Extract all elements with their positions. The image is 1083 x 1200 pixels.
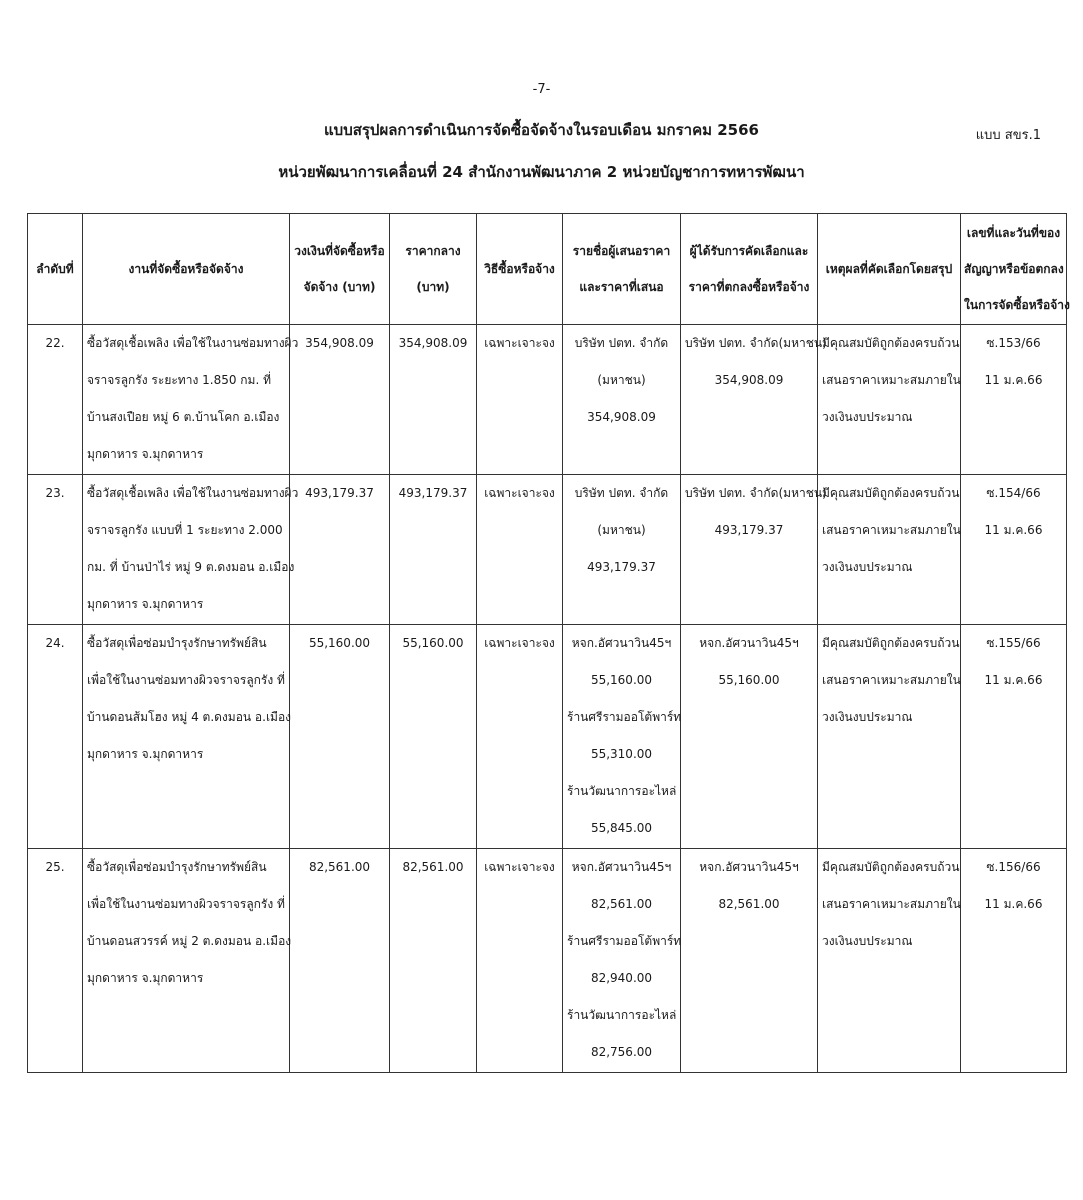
bidders-list [563,325,681,475]
header-line: ผู้ได้รับการคัดเลือกและ [689,244,809,258]
header-col6 [563,214,681,325]
work-description-line: ซื้อวัสดุเชื้อเพลิง เพื่อใช้ในงานซ่อมทางผิว [87,486,299,500]
selection-reason-line: วงเงินงบประมาณ [822,560,913,574]
selection-reason-line: เสนอราคาเหมาะสมภายใน [822,897,961,911]
bidders-list-line: 55,160.00 [590,673,653,687]
header-line: ราคากลาง [405,244,461,258]
selection-reason-line: เสนอราคาเหมาะสมภายใน [822,373,961,387]
procurement-method: เฉพาะเจาะจง [477,625,563,849]
bidders-list-line: 55,845.00 [590,821,653,835]
header-line: เหตุผลที่คัดเลือกโดยสรุป [825,262,953,276]
selected-vendor-line: 354,908.09 [714,373,784,387]
contract-info [961,849,1067,1073]
budget-amount: 82,561.00 [290,849,390,1073]
header-col1 [28,214,83,325]
document-subtitle: หน่วยพัฒนาการเคลื่อนที่ 24 สำนักงานพัฒนาภาค 2 หน่วยบัญชาการทหารพัฒนา [278,163,805,181]
selected-vendor [681,325,827,475]
selection-reason-line: มีคุณสมบัติถูกต้องครบถ้วน [822,486,960,500]
selected-vendor-line: 82,561.00 [718,897,780,911]
bidders-list-line: 82,561.00 [590,897,653,911]
header-line: งานที่จัดซื้อหรือจัดจ้าง [128,262,244,276]
bidders-list-line: (มหาชน) [597,523,646,537]
work-description-line: จราจรลูกรัง ระยะทาง 1.850 กม. ที่ [87,373,272,387]
row-number: 22. [28,325,83,475]
median-price: 493,179.37 [390,475,477,625]
header-line: สัญญาหรือข้อตกลง [964,262,1064,276]
median-price: 354,908.09 [390,325,477,475]
header-col5 [477,214,563,325]
table-row [28,849,1067,1073]
table-row [28,625,1067,849]
contract-info-line: ซ.156/66 [986,860,1041,874]
procurement-method: เฉพาะเจาะจง [477,849,563,1073]
work-description-line: มุกดาหาร จ.มุกดาหาร [87,597,204,611]
contract-info-line: 11 ม.ค.66 [984,673,1043,687]
form-code: แบบ สขร.1 [975,128,1041,143]
bidders-list [563,849,681,1073]
selection-reason-line: มีคุณสมบัติถูกต้องครบถ้วน [822,336,960,350]
table-row [28,475,1067,625]
selection-reason [818,475,961,625]
selected-vendor-line: หจก.อัศวนาวิน45ฯ [699,636,799,650]
header-line: ลำดับที่ [36,262,74,276]
contract-info [961,475,1067,625]
contract-info-line: ซ.155/66 [986,636,1041,650]
work-description-line: ซื้อวัสดุเพื่อซ่อมบำรุงรักษาทรัพย์สิน [87,860,267,874]
header-col3 [290,214,390,325]
document-title: แบบสรุปผลการดำเนินการจัดซื้อจัดจ้างในรอบเดือน มกราคม 2566 [324,121,759,139]
bidders-list-line: ร้านศรีรามออโต้พาร์ท [567,934,682,948]
contract-info-line: 11 ม.ค.66 [984,373,1043,387]
work-description-line: บ้านดอนสวรรค์ หมู่ 2 ต.ดงมอน อ.เมือง [87,934,292,948]
budget-amount: 493,179.37 [290,475,390,625]
median-price: 55,160.00 [390,625,477,849]
bidders-list-line: ร้านศรีรามออโต้พาร์ท [567,710,682,724]
header-line: จัดจ้าง (บาท) [303,280,376,294]
contract-info-line: 11 ม.ค.66 [984,897,1043,911]
procurement-table [27,213,1070,1073]
budget-amount: 55,160.00 [290,625,390,849]
header-line: และราคาที่เสนอ [579,280,664,294]
bidders-list-line: ร้านวัฒนาการอะไหล่ [567,784,677,798]
selected-vendor [681,475,827,625]
bidders-list-line: 82,756.00 [590,1045,653,1059]
selection-reason-line: เสนอราคาเหมาะสมภายใน [822,673,961,687]
contract-info [961,325,1067,475]
header-col2 [83,214,290,325]
header-col4 [390,214,477,325]
selected-vendor [681,849,818,1073]
bidders-list-line: (มหาชน) [597,373,646,387]
header-line: วงเงินที่จัดซื้อหรือ [294,244,385,258]
work-description [83,325,299,475]
bidders-list-line: หจก.อัศวนาวิน45ฯ [571,636,672,650]
work-description-line: จราจรลูกรัง แบบที่ 1 ระยะทาง 2.000 [87,523,283,537]
contract-info-line: ซ.153/66 [986,336,1041,350]
work-description-line: มุกดาหาร จ.มุกดาหาร [87,447,204,461]
procurement-method: เฉพาะเจาะจง [477,325,563,475]
contract-info-line: 11 ม.ค.66 [984,523,1043,537]
table-row [28,325,1067,475]
header-line: เลขที่และวันที่ของ [966,226,1061,240]
work-description-line: ซื้อวัสดุเพื่อซ่อมบำรุงรักษาทรัพย์สิน [87,636,267,650]
header-col9 [961,214,1070,325]
selection-reason [818,325,961,475]
work-description-line: บ้านสงเปือย หมู่ 6 ต.บ้านโคก อ.เมือง [87,410,280,424]
selection-reason [818,849,961,1073]
bidders-list-line: บริษัท ปตท. จำกัด [574,336,669,350]
bidders-list-line: 82,940.00 [590,971,653,985]
row-number: 23. [28,475,83,625]
selected-vendor-line: 55,160.00 [718,673,780,687]
median-price: 82,561.00 [390,849,477,1073]
selection-reason-line: วงเงินงบประมาณ [822,934,913,948]
work-description-line: กม. ที่ บ้านป่าไร่ หมู่ 9 ต.ดงมอน อ.เมือง [87,560,295,574]
bidders-list [563,475,681,625]
work-description [83,625,290,849]
bidders-list-line: ร้านวัฒนาการอะไหล่ [567,1008,677,1022]
work-description [83,475,299,625]
budget-amount: 354,908.09 [290,325,390,475]
work-description-line: มุกดาหาร จ.มุกดาหาร [87,971,204,985]
bidders-list [563,625,681,849]
bidders-list-line: 354,908.09 [587,410,656,424]
selected-vendor [681,625,818,849]
work-description-line: บ้านดอนส้มโฮง หมู่ 4 ต.ดงมอน อ.เมือง [87,710,292,724]
row-number: 24. [28,625,83,849]
selected-vendor-line: บริษัท ปตท. จำกัด(มหาชน) [685,336,827,350]
selection-reason-line: มีคุณสมบัติถูกต้องครบถ้วน [822,860,960,874]
procurement-method: เฉพาะเจาะจง [477,475,563,625]
work-description-line: มุกดาหาร จ.มุกดาหาร [87,747,204,761]
work-description-line: เพื่อใช้ในงานซ่อมทางผิวจราจรลูกรัง ที่ [87,897,285,911]
header-line: รายชื่อผู้เสนอราคา [572,244,671,258]
bidders-list-line: หจก.อัศวนาวิน45ฯ [571,860,672,874]
selected-vendor-line: หจก.อัศวนาวิน45ฯ [699,860,799,874]
bidders-list-line: 493,179.37 [587,560,656,574]
bidders-list-line: 55,310.00 [590,747,653,761]
header-col7 [681,214,818,325]
contract-info-line: ซ.154/66 [986,486,1041,500]
selection-reason-line: มีคุณสมบัติถูกต้องครบถ้วน [822,636,960,650]
work-description [83,849,290,1073]
header-line: (บาท) [416,280,450,294]
page-number: -7- [532,82,551,97]
contract-info [961,625,1067,849]
selection-reason-line: วงเงินงบประมาณ [822,710,913,724]
table-header-row [28,214,1067,325]
selection-reason [818,625,961,849]
work-description-line: ซื้อวัสดุเชื้อเพลิง เพื่อใช้ในงานซ่อมทางผิว [87,336,299,350]
selection-reason-line: วงเงินงบประมาณ [822,410,913,424]
bidders-list-line: บริษัท ปตท. จำกัด [574,486,669,500]
selected-vendor-line: บริษัท ปตท. จำกัด(มหาชน) [685,486,827,500]
header-col8 [818,214,961,325]
work-description-line: เพื่อใช้ในงานซ่อมทางผิวจราจรลูกรัง ที่ [87,673,285,687]
header-line: วิธีซื้อหรือจ้าง [484,262,555,276]
selected-vendor-line: 493,179.37 [714,523,784,537]
header-line: ราคาที่ตกลงซื้อหรือจ้าง [688,280,810,294]
row-number: 25. [28,849,83,1073]
selection-reason-line: เสนอราคาเหมาะสมภายใน [822,523,961,537]
header-line: ในการจัดซื้อหรือจ้าง [964,298,1070,312]
